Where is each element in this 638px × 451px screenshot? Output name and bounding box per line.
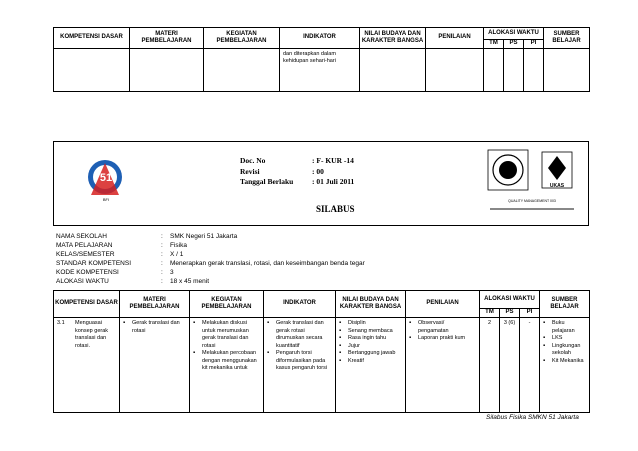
materi-cell — [120, 318, 190, 413]
col-header-materi: MATERI PEMBELAJARAN — [130, 28, 204, 49]
pi-cell: - — [520, 318, 540, 413]
tanggal-label: Tanggal Berlaku — [240, 177, 294, 186]
col-header-pi: PI — [520, 309, 540, 318]
list-item: ▪ Bertanggung jawab — [339, 350, 402, 358]
info-row: MATA PELAJARAN : Fisika — [56, 242, 187, 249]
indikator-cell — [264, 318, 336, 413]
list-item: ▪ Melakukan diskusi untuk merumuskan gerak translasi dan rotasi — [193, 320, 260, 350]
school-logo-icon — [85, 155, 127, 203]
cert-mark: UKAS — [549, 183, 565, 189]
col-header-alokasi-waktu: ALOKASI WAKTU — [484, 28, 544, 40]
list-item: ▪ Rasa ingin tahu — [339, 335, 402, 343]
col-header-ps: PS — [500, 309, 520, 318]
top-indikator-cell: dan diterapkan dalam kehidupan sehari-hari — [280, 49, 360, 92]
ps-cell: 3 (6) — [500, 318, 520, 413]
list-item: ▪ Kit Mekanika — [543, 358, 586, 366]
doc-no-label: Doc. No — [240, 156, 266, 165]
syllabus-table — [53, 290, 590, 413]
list-item: ▪ Gerak translasi dan gerak rotasi dirumuskan secara kuantitatif — [267, 320, 332, 350]
col-header-kegiatan: KEGIATAN PEMBELAJARAN — [190, 291, 264, 318]
certification-badge-icon — [482, 146, 582, 222]
page-footer: Silabus Fisika SMKN 51 Jakarta — [486, 414, 579, 421]
penilaian-cell — [406, 318, 480, 413]
col-header-alokasi-waktu: ALOKASI WAKTU — [480, 291, 540, 309]
tanggal-value: : 01 Juli 2011 — [312, 177, 355, 186]
cert-caption: QUALITY MANAGEMENT 003 — [508, 199, 556, 203]
document-title: SILABUS — [316, 204, 355, 214]
list-item: ▪ Observasi/ pengamatan — [409, 320, 476, 335]
logo-caption: BFI — [102, 197, 110, 202]
course-info — [56, 232, 365, 286]
table-row — [54, 318, 590, 413]
list-item: ▪ Laporan prakti kum — [409, 335, 476, 343]
kd-cell — [54, 318, 120, 413]
col-header-nilai-budaya: NILAI BUDAYA DAN KARAKTER BANGSA — [360, 28, 426, 49]
info-row: NAMA SEKOLAH : SMK Negeri 51 Jakarta — [56, 233, 238, 240]
doc-info — [240, 156, 354, 188]
list-item: ▪ Disiplin — [339, 320, 402, 328]
list-item: ▪ LKS — [543, 335, 586, 343]
info-row: STANDAR KOMPETENSI : Menerapkan gerak translasi, rotasi, dan keseimbangan benda tegar — [56, 260, 365, 267]
top-continuation-table — [53, 27, 590, 92]
col-header-materi: MATERI PEMBELAJARAN — [120, 291, 190, 318]
doc-no-value: : F- KUR -14 — [312, 156, 354, 165]
info-row: ALOKASI WAKTU : 18 x 45 menit — [56, 278, 210, 285]
col-header-kompetensi-dasar: KOMPETENSI DASAR — [54, 28, 130, 49]
col-header-ps: PS — [504, 40, 524, 49]
logo-number: 51 — [99, 172, 113, 184]
col-header-tm: TM — [480, 309, 500, 318]
tm-cell: 2 — [480, 318, 500, 413]
kd-text: Menguasai konsep gerak translasi dan rotasi. — [75, 320, 109, 349]
col-header-penilaian: PENILAIAN — [406, 291, 480, 318]
list-item: ▪ Kreatif — [339, 358, 402, 366]
list-item: ▪ Jujur — [339, 343, 402, 351]
info-row: KODE KOMPETENSI : 3 — [56, 269, 174, 276]
col-header-tm: TM — [484, 40, 504, 49]
kegiatan-cell — [190, 318, 264, 413]
info-row: KELAS/SEMESTER : X / 1 — [56, 251, 184, 258]
col-header-indikator: INDIKATOR — [280, 28, 360, 49]
list-item: ▪ Pengaruh torsi diformulasikan pada kasus pengaruh torsi — [267, 350, 332, 373]
kd-number: 3.1 — [57, 320, 65, 326]
list-item: ▪ Gerak translasi dan rotasi — [123, 320, 186, 335]
col-header-indikator: INDIKATOR — [264, 291, 336, 318]
col-header-nilai-budaya: NILAI BUDAYA DAN KARAKTER BANGSA — [336, 291, 406, 318]
col-header-penilaian: PENILAIAN — [426, 28, 484, 49]
list-item: ▪ Melakukan percobaan dengan menggunakan kit mekanika untuk — [193, 350, 260, 373]
col-header-sumber-belajar: SUMBER BELAJAR — [540, 291, 590, 318]
sumber-cell — [540, 318, 590, 413]
revisi-value: : 00 — [312, 166, 324, 176]
list-item: ▪ Senang membaca — [339, 328, 402, 336]
list-item: ▪ Buku pelajaran — [543, 320, 586, 335]
col-header-kompetensi-dasar: KOMPETENSI DASAR — [54, 291, 120, 318]
list-item: ▪ Lingkungan sekolah — [543, 343, 586, 358]
col-header-kegiatan: KEGIATAN PEMBELAJARAN — [204, 28, 280, 49]
col-header-pi: PI — [524, 40, 544, 49]
nilai-cell — [336, 318, 406, 413]
document-header — [53, 141, 589, 226]
revisi-label: Revisi — [240, 166, 260, 176]
col-header-sumber-belajar: SUMBER BELAJAR — [544, 28, 590, 49]
